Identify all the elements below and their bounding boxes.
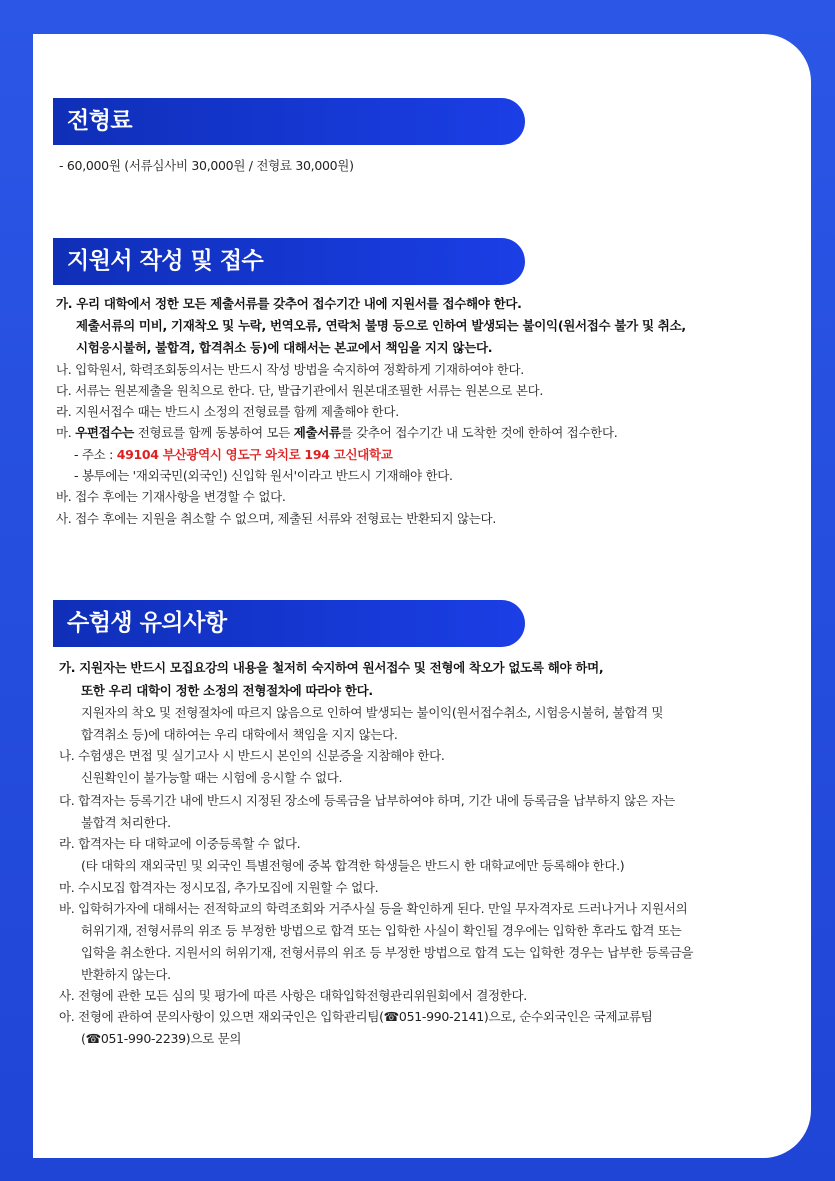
text-line <box>76 316 686 336</box>
text-segment: 아. 전형에 관하여 문의사항이 있으면 재외국인은 입학관리팀(☎051-990-2141)으로, 순수외국인은 국제교류팀 <box>59 1009 653 1024</box>
text-line <box>59 658 603 678</box>
text-line <box>59 878 378 898</box>
text-line <box>81 725 398 745</box>
text-line <box>56 294 522 314</box>
text-line <box>59 834 300 854</box>
text-line <box>56 381 543 401</box>
text-segment: 입학을 취소한다. 지원서의 허위기재, 전형서류의 위조 등 부정한 방법으로 합격 도는 입학한 경우는 납부한 등록금을 <box>81 945 694 960</box>
text-segment: 제출서류의 미비, 기재착오 및 누락, 번역오류, 연락처 불명 등으로 인하여 발생되는 불이익(원서접수 불가 및 취소, <box>76 318 686 333</box>
text-segment: 바. 입학허가자에 대해서는 전적학교의 학력조회와 거주사실 등을 확인하게 된다. 만일 무자격자로 드러나거나 지원서의 <box>59 901 688 916</box>
text-line <box>59 899 687 919</box>
section-title: 수험생 유의사항 <box>53 600 525 647</box>
text-line <box>59 791 675 811</box>
text-line <box>81 681 373 701</box>
text-segment: 나. 입학원서, 학력조회동의서는 반드시 작성 방법을 숙지하여 정확하게 기재하여야 한다. <box>56 362 524 377</box>
text-line <box>81 703 663 723</box>
text-segment: 다. 합격자는 등록기간 내에 반드시 지정된 장소에 등록금을 납부하여야 하며, 기간 내에 등록금을 납부하지 않은 자는 <box>59 793 675 808</box>
text-line <box>59 1007 653 1027</box>
document-card <box>33 34 811 1158</box>
section-title: 지원서 작성 및 접수 <box>53 238 525 285</box>
text-line <box>56 423 617 443</box>
text-segment: 가. 우리 대학에서 정한 모든 제출서류를 갖추어 접수기간 내에 지원서를 접수해야 한다. <box>56 296 522 311</box>
text-segment: (타 대학의 재외국민 및 외국인 특별전형에 중복 합격한 학생들은 반드시 한 대학교에만 등록해야 한다.) <box>81 858 625 873</box>
text-segment: 또한 우리 대학이 정한 소정의 전형절차에 따라야 한다. <box>81 683 373 698</box>
text-segment: 마. <box>56 425 76 440</box>
text-segment: - 주소 : <box>74 447 117 462</box>
text-line <box>59 156 354 176</box>
text-line <box>56 360 524 380</box>
text-segment: 라. 지원서접수 때는 반드시 소정의 전형료를 함께 제출해야 한다. <box>56 404 399 419</box>
section-title: 전형료 <box>53 98 525 145</box>
text-segment: - 60,000원 (서류심사비 30,000원 / 전형료 30,000원) <box>59 158 354 173</box>
text-line <box>81 856 624 876</box>
text-segment: 마. 수시모집 합격자는 정시모집, 추가모집에 지원할 수 없다. <box>59 880 379 895</box>
text-line <box>81 921 681 941</box>
text-line <box>81 943 693 963</box>
text-segment: 바. 접수 후에는 기재사항을 변경할 수 없다. <box>56 489 286 504</box>
text-segment: 시험응시불허, 불합격, 합격취소 등)에 대해서는 본교에서 책임을 지지 않는다. <box>76 340 493 355</box>
text-segment: 지원자의 착오 및 전형절차에 따르지 않음으로 인하여 발생되는 불이익(원서접수취소, 시험응시불허, 불합격 및 <box>81 705 664 720</box>
text-line <box>81 1029 241 1049</box>
text-segment: 불합격 처리한다. <box>81 815 171 830</box>
text-segment: 신원확인이 불가능할 때는 시험에 응시할 수 없다. <box>81 770 343 785</box>
text-segment: 사. 전형에 관한 모든 심의 및 평가에 따른 사항은 대학입학전형관리위원회에서 결정한다. <box>59 988 527 1003</box>
text-segment: 를 갖추어 접수기간 내 도착한 것에 한하여 접수한다. <box>340 425 618 440</box>
text-segment: 합격취소 등)에 대하여는 우리 대학에서 책임을 지지 않는다. <box>81 727 398 742</box>
text-line <box>59 986 527 1006</box>
text-segment: 라. 합격자는 타 대학교에 이중등록할 수 없다. <box>59 836 301 851</box>
text-segment: - 봉투에는 '재외국민(외국인) 신입학 원서'이라고 반드시 기재해야 한다. <box>74 468 453 483</box>
text-line <box>76 338 492 358</box>
text-segment: 사. 접수 후에는 지원을 취소할 수 없으며, 제출된 서류와 전형료는 반환되지 않는다. <box>56 511 497 526</box>
text-line <box>74 466 453 486</box>
text-segment: 허위기재, 전형서류의 위조 등 부정한 방법으로 합격 또는 입학한 사실이 확인될 경우에는 입학한 후라도 합격 또는 <box>81 923 682 938</box>
text-line <box>74 445 393 465</box>
text-segment: 전형료를 함께 동봉하여 모든 <box>134 425 294 440</box>
text-segment: 우편접수는 <box>75 425 135 440</box>
address-highlight: 49104 부산광역시 영도구 와치로 194 고신대학교 <box>116 447 393 462</box>
text-line <box>56 402 399 422</box>
text-line <box>56 509 496 529</box>
text-segment: 나. 수험생은 면접 및 실기고사 시 반드시 본인의 신분증을 지참해야 한다. <box>59 748 445 763</box>
text-segment: 제출서류 <box>293 425 341 440</box>
text-line <box>56 487 286 507</box>
text-segment: (☎051-990-2239)으로 문의 <box>81 1031 242 1046</box>
text-line <box>81 813 171 833</box>
text-segment: 가. 지원자는 반드시 모집요강의 내용을 철저히 숙지하여 원서접수 및 전형에 착오가 없도록 해야 하며, <box>59 660 604 675</box>
text-line <box>59 746 445 766</box>
text-segment: 반환하지 않는다. <box>81 967 171 982</box>
text-segment: 다. 서류는 원본제출을 원칙으로 한다. 단, 발급기관에서 원본대조필한 서류는 원본으로 본다. <box>56 383 544 398</box>
text-line <box>81 965 171 985</box>
text-line <box>81 768 342 788</box>
